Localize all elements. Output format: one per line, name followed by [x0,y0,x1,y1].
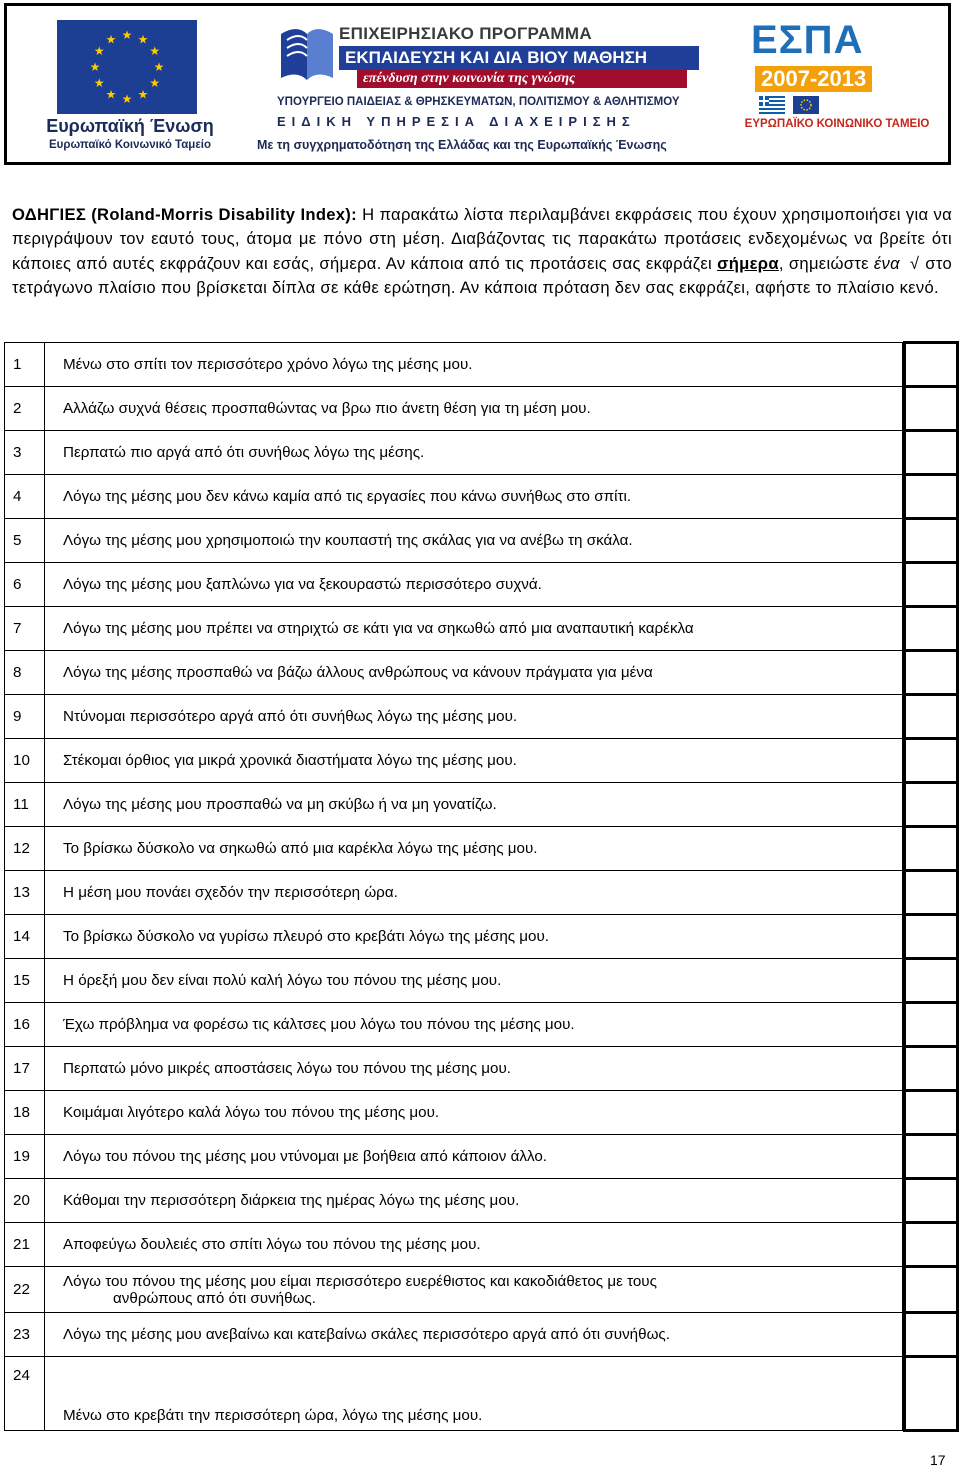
question-row [5,1091,958,1135]
question-text [45,1091,903,1135]
question-number: 16 [5,1003,45,1047]
question-text-line: Περπατώ μόνο μικρές αποστάσεις λόγω του πόνου της μέσης μου. [63,1060,511,1077]
question-text [45,695,903,739]
question-text-line: Κοιμάμαι λιγότερο καλά λόγω του πόνου της μέσης μου. [63,1104,440,1121]
questionnaire-table [4,341,959,1432]
question-number: 15 [5,959,45,1003]
question-row [5,607,958,651]
question-text-line: ανθρώπους από ότι συνήθως. [113,1289,316,1307]
eu-star-icon: ★ [105,32,117,47]
question-number: 8 [5,651,45,695]
question-text [45,915,903,959]
question-number: 2 [5,387,45,431]
question-row [5,475,958,519]
question-row [5,343,958,387]
question-text-line: Ντύνομαι περισσότερο αργά από ότι συνήθως λόγω της μέσης μου. [63,708,518,725]
answer-checkbox[interactable] [905,871,958,915]
question-number: 5 [5,519,45,563]
question-text-line: Αλλάζω συχνά θέσεις προσπαθώντας να βρω πιο άνετη θέση για τη μέση μου. [63,400,591,417]
eu-star-icon: ★ [137,87,149,102]
question-number: 14 [5,915,45,959]
answer-checkbox[interactable] [905,1047,958,1091]
answer-checkbox[interactable] [905,1357,958,1431]
question-row [5,739,958,783]
question-text [45,387,903,431]
answer-checkbox[interactable] [905,607,958,651]
question-text [45,1047,903,1091]
answer-checkbox[interactable] [905,1313,958,1357]
question-text [45,959,903,1003]
question-text [45,1357,903,1431]
question-number: 19 [5,1135,45,1179]
question-text-line: Λόγω του πόνου της μέσης μου ντύνομαι με βοήθεια από κάποιον άλλο. [63,1148,547,1165]
question-text-line: Το βρίσκω δύσκολο να γυρίσω πλευρό στο κρεβάτι λόγω της μέσης μου. [63,928,550,945]
question-number: 22 [5,1267,45,1313]
answer-checkbox[interactable] [905,1179,958,1223]
question-text [45,607,903,651]
answer-checkbox[interactable] [905,431,958,475]
eu-star-icon: ★ [105,87,117,102]
instructions-paragraph [12,203,952,301]
answer-checkbox[interactable] [905,1135,958,1179]
question-text [45,563,903,607]
question-text-line: Μένω στο κρεβάτι την περισσότερη ώρα, λόγω της μέσης μου. [63,1407,483,1424]
header-banner [4,3,951,165]
question-text [45,827,903,871]
question-text-line: Το βρίσκω δύσκολο να σηκωθώ από μια καρέκλα λόγω της μέσης μου. [63,840,538,857]
question-text [45,431,903,475]
answer-checkbox[interactable] [905,1091,958,1135]
question-row [5,563,958,607]
eu-star-icon: ★ [153,60,165,74]
question-text-line: Έχω πρόβλημα να φορέσω τις κάλτσες μου λόγω του πόνου της μέσης μου. [63,1016,575,1033]
question-text [45,1223,903,1267]
espa-fund-name: ΕΥΡΩΠΑΪΚΟ ΚΟΙΝΩΝΙΚΟ ΤΑΜΕΙΟ [744,118,930,130]
eu-star-icon: ★ [93,76,105,90]
question-number: 11 [5,783,45,827]
answer-checkbox[interactable] [905,1223,958,1267]
question-row [5,1179,958,1223]
answer-checkbox[interactable] [905,651,958,695]
question-row [5,1313,958,1357]
question-row [5,1003,958,1047]
question-text-line: Η όρεξή μου δεν είναι πολύ καλή λόγω του πόνου της μέσης μου. [63,972,502,989]
question-text [45,1003,903,1047]
question-number: 12 [5,827,45,871]
eu-star-icon: ★ [137,32,149,47]
question-number: 21 [5,1223,45,1267]
question-number: 17 [5,1047,45,1091]
question-row [5,915,958,959]
question-number: 18 [5,1091,45,1135]
question-text [45,1135,903,1179]
question-row [5,1223,958,1267]
question-text-line: Αποφεύγω δουλειές στο σπίτι λόγω του πόνου της μέσης μου. [63,1236,481,1253]
ministry-name: ΥΠΟΥΡΓΕΙΟ ΠΑΙΔΕΙΑΣ & ΘΡΗΣΚΕΥΜΑΤΩΝ, ΠΟΛΙΤΙΣΜΟΥ & ΑΘΛΗΤΙΣΜΟΥ [277,96,680,108]
answer-checkbox[interactable] [905,959,958,1003]
espa-years: 2007-2013 [755,66,872,92]
answer-checkbox[interactable] [905,519,958,563]
open-book-icon [277,20,337,84]
answer-checkbox[interactable] [905,563,958,607]
question-text-line: Κάθομαι την περισσότερη διάρκεια της ημέρας λόγω της μέσης μου. [63,1192,520,1209]
question-row [5,431,958,475]
question-text [45,1179,903,1223]
question-text [45,651,903,695]
question-row [5,959,958,1003]
question-text-line: Λόγω της μέσης προσπαθώ να βάζω άλλους ανθρώπους να κάνουν πράγματα για μένα [63,664,653,681]
espa-logo: ΕΣΠΑ [751,18,864,62]
instructions-text-1: Η παρακάτω λίστα περιλαμβάνει εκφράσεις που έχουν χρησιμοποιήσει για να περιγράψουν τον εαυτό τους, άτομα με πόνο στη μέση. Διαβάζοντας τις παρακάτω προτάσεις ενδεχομένως να βρείτε ότι κάποιες από αυτές εκφράζουν και εσάς, σήμερα. Αν κάποια από τις προτάσεις σας εκφράζει [12,205,952,273]
question-row [5,1047,958,1091]
question-text [45,783,903,827]
question-number: 23 [5,1313,45,1357]
eu-star-icon: ★ [89,60,101,74]
question-text [45,739,903,783]
question-number: 10 [5,739,45,783]
instructions-text-3: στο τετράγωνο πλαίσιο που βρίσκεται δίπλα σε κάθε ερώτηση. Αν κάποια πρόταση δεν σας εκφράζει, αφήστε το πλαίσιο κενό. [12,253,952,298]
question-row [5,871,958,915]
question-text-line: Λόγω του πόνου της μέσης μου είμαι περισσότερο ευερέθιστος και κακοδιάθετος με τους [63,1272,657,1290]
eu-logo-block [15,14,245,158]
eu-star-icon: ★ [93,44,105,58]
question-number: 9 [5,695,45,739]
eu-title: Ευρωπαϊκή Ένωση [46,116,214,136]
question-text-line: Η μέση μου πονάει σχεδόν την περισσότερη ώρα. [63,884,398,901]
answer-checkbox[interactable] [905,827,958,871]
instructions-label: ΟΔΗΓΙΕΣ (Roland-Morris Disability Index): [12,205,357,224]
instructions-today: σήμερα [717,253,779,273]
question-text-line: Λόγω της μέσης μου χρησιμοποιώ την κουπαστή της σκάλας για να ανέβω τη σκάλα. [63,532,633,549]
answer-checkbox[interactable] [905,783,958,827]
question-row [5,651,958,695]
question-text-line: Λόγω της μέσης μου πρέπει να στηριχτώ σε κάτι για να σηκωθώ από μια αναπαυτική καρέκλα [63,620,694,637]
eu-star-icon: ★ [149,44,161,58]
question-number: 3 [5,431,45,475]
question-number: 4 [5,475,45,519]
answer-checkbox[interactable] [905,739,958,783]
question-text [45,475,903,519]
question-text-line: Λόγω της μέσης μου ανεβαίνω και κατεβαίνω σκάλες περισσότερο αργά από ότι συνήθως. [63,1326,670,1343]
answer-checkbox[interactable] [905,1267,958,1313]
checkmark-icon: √ [909,253,920,273]
question-text [45,871,903,915]
question-row [5,1135,958,1179]
question-row [5,783,958,827]
question-text-line: Στέκομαι όρθιος για μικρά χρονικά διαστήματα λόγω της μέσης μου. [63,752,517,769]
question-number: 7 [5,607,45,651]
question-text [45,1313,903,1357]
answer-checkbox[interactable] [905,343,958,387]
answer-checkbox[interactable] [905,387,958,431]
question-number: 13 [5,871,45,915]
question-text [45,343,903,387]
question-text-line: Λόγω της μέσης μου δεν κάνω καμία από τις εργασίες που κάνω συνήθως στο σπίτι. [63,488,632,505]
question-number: 20 [5,1179,45,1223]
question-text-line: Λόγω της μέσης μου προσπαθώ να μη σκύβω ή να μη γονατίζω. [63,796,497,813]
answer-checkbox[interactable] [905,695,958,739]
program-title: ΕΠΙΧΕΙΡΗΣΙΑΚΟ ΠΡΟΓΡΑΜΜΑ [339,24,592,43]
answer-checkbox[interactable] [905,1003,958,1047]
question-number: 24 [5,1357,45,1431]
question-text [45,519,903,563]
program-name: ΕΚΠΑΙΔΕΥΣΗ ΚΑΙ ΔΙΑ ΒΙΟΥ ΜΑΘΗΣΗ [339,46,699,70]
question-row [5,387,958,431]
program-slogan: επένδυση στην κοινωνία της γνώσης [357,70,687,88]
answer-checkbox[interactable] [905,915,958,959]
question-text-line: Περπατώ πιο αργά από ότι συνήθως λόγω της μέσης. [63,444,425,461]
instructions-text-2: , σημειώστε [778,253,874,273]
cofunding-note: Με τη συγχρηματοδότηση της Ελλάδας και της Ευρωπαϊκής Ένωσης [257,138,667,152]
program-logo-block [257,14,697,158]
eu-star-icon: ★ [121,28,133,42]
question-text-line: Λόγω της μέσης μου ξαπλώνω για να ξεκουραστώ περισσότερο συχνά. [63,576,542,593]
question-number: 1 [5,343,45,387]
question-row [5,1267,958,1313]
question-row [5,1357,958,1431]
question-row [5,827,958,871]
eu-star-icon: ★ [149,76,161,90]
question-row [5,519,958,563]
eu-flag-icon [57,20,197,114]
eu-star-icon: ★ [121,92,133,106]
answer-checkbox[interactable] [905,475,958,519]
espa-logo-block [737,14,937,158]
page-number: 17 [930,1452,946,1468]
question-number: 6 [5,563,45,607]
managing-authority: ΕΙΔΙΚΗ ΥΠΗΡΕΣΙΑ ΔΙΑΧΕΙΡΙΣΗΣ [277,114,636,129]
flags-icon [759,96,899,114]
question-text [45,1267,903,1313]
question-text-line: Μένω στο σπίτι τον περισσότερο χρόνο λόγω της μέσης μου. [63,356,473,373]
instructions-one: ένα [873,253,900,273]
question-row [5,695,958,739]
eu-subtitle: Ευρωπαϊκό Κοινωνικό Ταμείο [48,139,212,151]
